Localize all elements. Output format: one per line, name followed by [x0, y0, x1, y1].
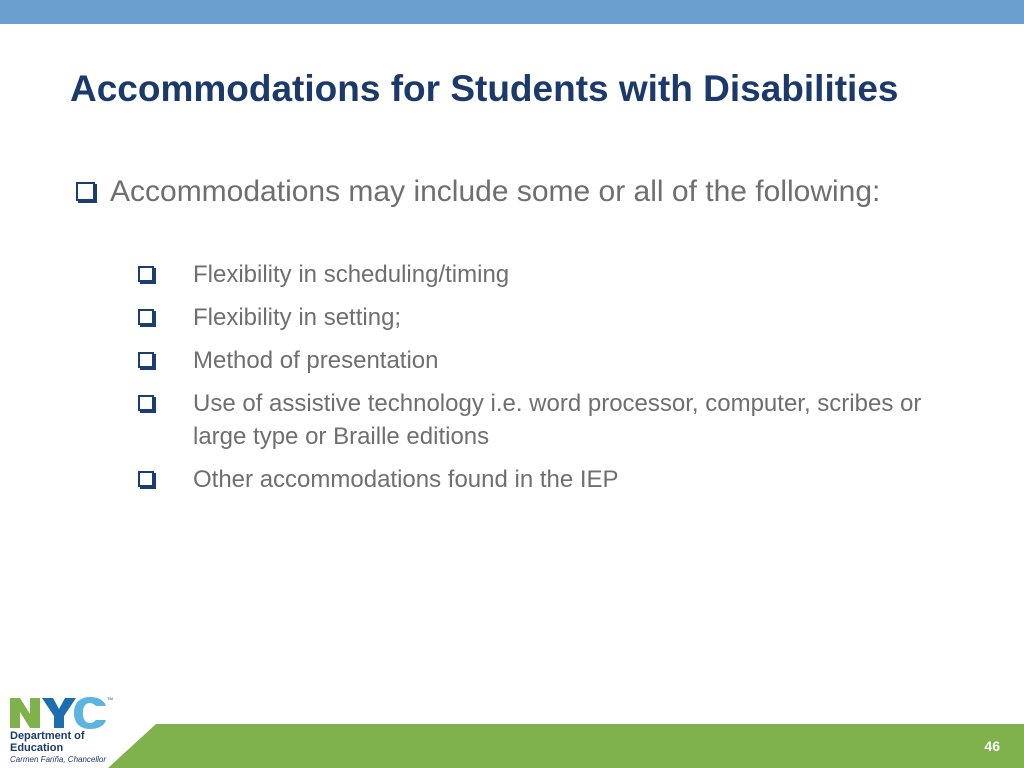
list-item — [134, 301, 954, 334]
main-bullet-text: Accommodations may include some or all of the following: — [110, 175, 881, 208]
checkbox-bullet-icon — [76, 182, 95, 201]
department-line-1: Department of — [10, 730, 85, 742]
list-item — [134, 344, 954, 377]
page-number: 46 — [984, 738, 1000, 754]
sub-bullet-list — [134, 258, 954, 506]
department-line-2: Education — [10, 742, 64, 754]
checkbox-bullet-icon — [138, 266, 154, 282]
main-bullet — [74, 172, 894, 212]
checkbox-bullet-icon — [138, 471, 154, 487]
checkbox-bullet-icon — [138, 352, 154, 368]
checkbox-bullet-icon — [138, 395, 154, 411]
slide-title: Accommodations for Students with Disabilities — [70, 68, 899, 109]
top-accent-bar — [0, 0, 1024, 24]
nyc-logo-icon — [8, 694, 113, 730]
list-item-text: Other accommodations found in the IEP — [193, 466, 619, 493]
list-item — [134, 258, 954, 291]
checkbox-bullet-icon — [138, 309, 154, 325]
list-item-text: Use of assistive technology i.e. word processor, computer, scribes or large type or Braille editions — [193, 390, 922, 450]
list-item-text: Method of presentation — [193, 347, 439, 374]
list-item-text: Flexibility in scheduling/timing — [193, 261, 510, 288]
list-item — [134, 463, 954, 496]
chancellor-name: Carmen Fariña, Chancellor — [10, 755, 107, 764]
list-item-text: Flexibility in setting; — [193, 304, 402, 331]
svg-text:TM: TM — [107, 696, 113, 701]
list-item — [134, 387, 954, 453]
footer-bar — [108, 724, 1024, 768]
